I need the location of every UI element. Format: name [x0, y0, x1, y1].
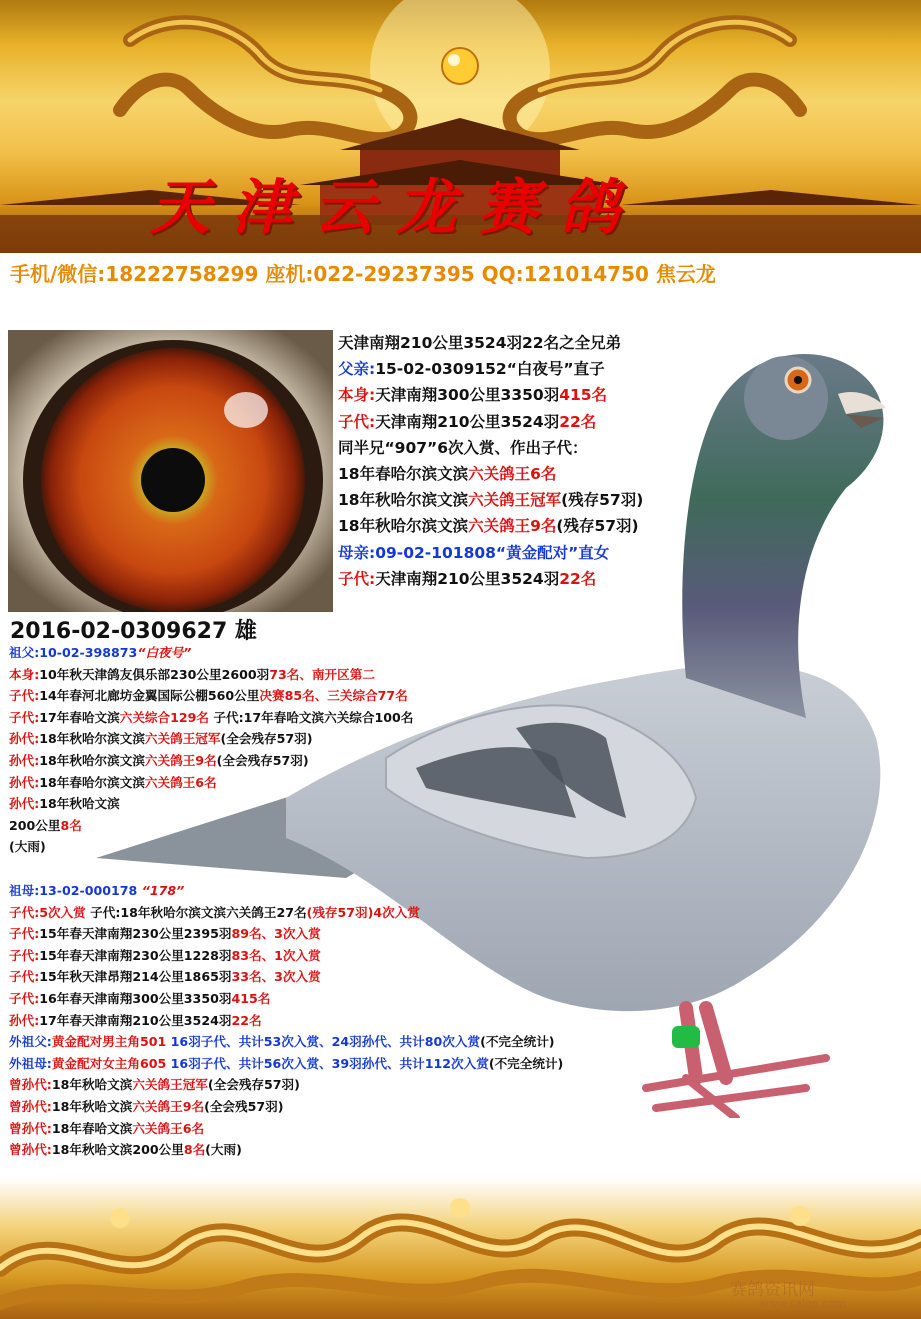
pedigree-line: 曾孙代:18年春哈文滨六关鸽王6名: [9, 1120, 205, 1136]
pedigree-line: 祖父:10-02-398873“白夜号”: [9, 645, 192, 660]
pedigree-summary: [338, 330, 643, 592]
info-line: 子代:天津南翔210公里3524羽22名: [338, 412, 597, 431]
pedigree-line: 孙代:18年秋哈尔滨文滨六关鸽王冠军(全会残存57羽): [9, 731, 313, 747]
pedigree-line: 子代:17年春哈文滨六关综合129名 子代:17年春哈文滨六关综合100名: [9, 709, 414, 725]
pedigree-line: 200公里8名: [9, 817, 82, 833]
info-line: 18年春哈尔滨文滨六关鸽王6名: [338, 464, 557, 483]
info-line: 天津南翔210公里3524羽22名之全兄弟: [338, 334, 622, 352]
pedigree-line: 子代:15年春天津南翔230公里2395羽89名、3次入赏: [9, 926, 321, 942]
pedigree-line: 本身:10年秋天津鸽友俱乐部230公里2600羽73名、南开区第二: [9, 666, 375, 682]
banner-title: 天津云龙赛鸽: [150, 173, 642, 243]
info-line: 本身:天津南翔300公里3350羽415名: [338, 386, 608, 405]
ring-number: 2016-02-0309627 雄: [10, 619, 257, 644]
info-line: 18年秋哈尔滨文滨六关鸽王冠军(残存57羽): [338, 491, 644, 510]
pedigree-line: 子代:16年春天津南翔300公里3350羽415名: [9, 990, 271, 1006]
info-line: 父亲:15-02-0309152“白夜号”直子: [338, 360, 605, 379]
pedigree-line: (大雨): [9, 839, 46, 855]
pedigree-line: 子代:14年春河北廊坊金翼国际公棚560公里决赛85名、三关综合77名: [9, 688, 408, 704]
pedigree-line: 孙代:18年春哈尔滨文滨六关鸽王6名: [9, 774, 217, 790]
pedigree-line: 孙代:18年秋哈文滨: [9, 796, 120, 812]
pedigree-line: 孙代:17年春天津南翔210公里3524羽22名: [9, 1012, 262, 1028]
pedigree-line: 外祖母:黄金配对女主角605 16羽子代、共计56次入赏、39羽孙代、共计112次入赏(不完全统计): [9, 1055, 564, 1071]
contact-line: 手机/微信:18222758299 座机:022-29237395 QQ:121014750 焦云龙: [10, 262, 716, 286]
info-line: 18年秋哈尔滨文滨六关鸽王9名(残存57羽): [338, 517, 639, 536]
pedigree-line: 子代:15年秋天津昂翔214公里1865羽33名、3次入赏: [9, 969, 321, 985]
info-line: 子代:天津南翔210公里3524羽22名: [338, 569, 597, 588]
watermark-url: www.saige.com: [760, 1297, 846, 1310]
header-banner: [0, 0, 921, 253]
pedigree-line: 子代:5次入赏 子代:18年秋哈尔滨文滨六关鸽王27名(残存57羽)4次入赏: [9, 904, 420, 920]
pedigree-line: 子代:15年春天津南翔230公里1228羽83名、1次入赏: [9, 947, 321, 963]
pedigree-line: 曾孙代:18年秋哈文滨200公里8名(大雨): [9, 1142, 242, 1158]
info-line: 母亲:09-02-101808“黄金配对”直女: [338, 543, 610, 562]
watermark-logo: 赛鸽资讯网: [730, 1280, 815, 1300]
grandmother-pedigree: [9, 880, 563, 1161]
pedigree-line: 曾孙代:18年秋哈文滨六关鸽王9名(全会残57羽): [9, 1098, 284, 1114]
pedigree-line: 曾孙代:18年秋哈文滨六关鸽王冠军(全会残存57羽): [9, 1077, 300, 1093]
grandfather-pedigree: [9, 642, 413, 858]
pedigree-line: 孙代:18年秋哈尔滨文滨六关鸽王9名(全会残存57羽): [9, 752, 309, 768]
pedigree-line: 外祖父:黄金配对男主角501 16羽子代、共计53次入赏、24羽孙代、共计80次入赏(不完全统计): [9, 1034, 555, 1050]
pedigree-line: 祖母:13-02-000178 “178”: [9, 883, 185, 898]
info-line: 同半兄“907”6次入赏、作出子代：: [338, 438, 588, 457]
